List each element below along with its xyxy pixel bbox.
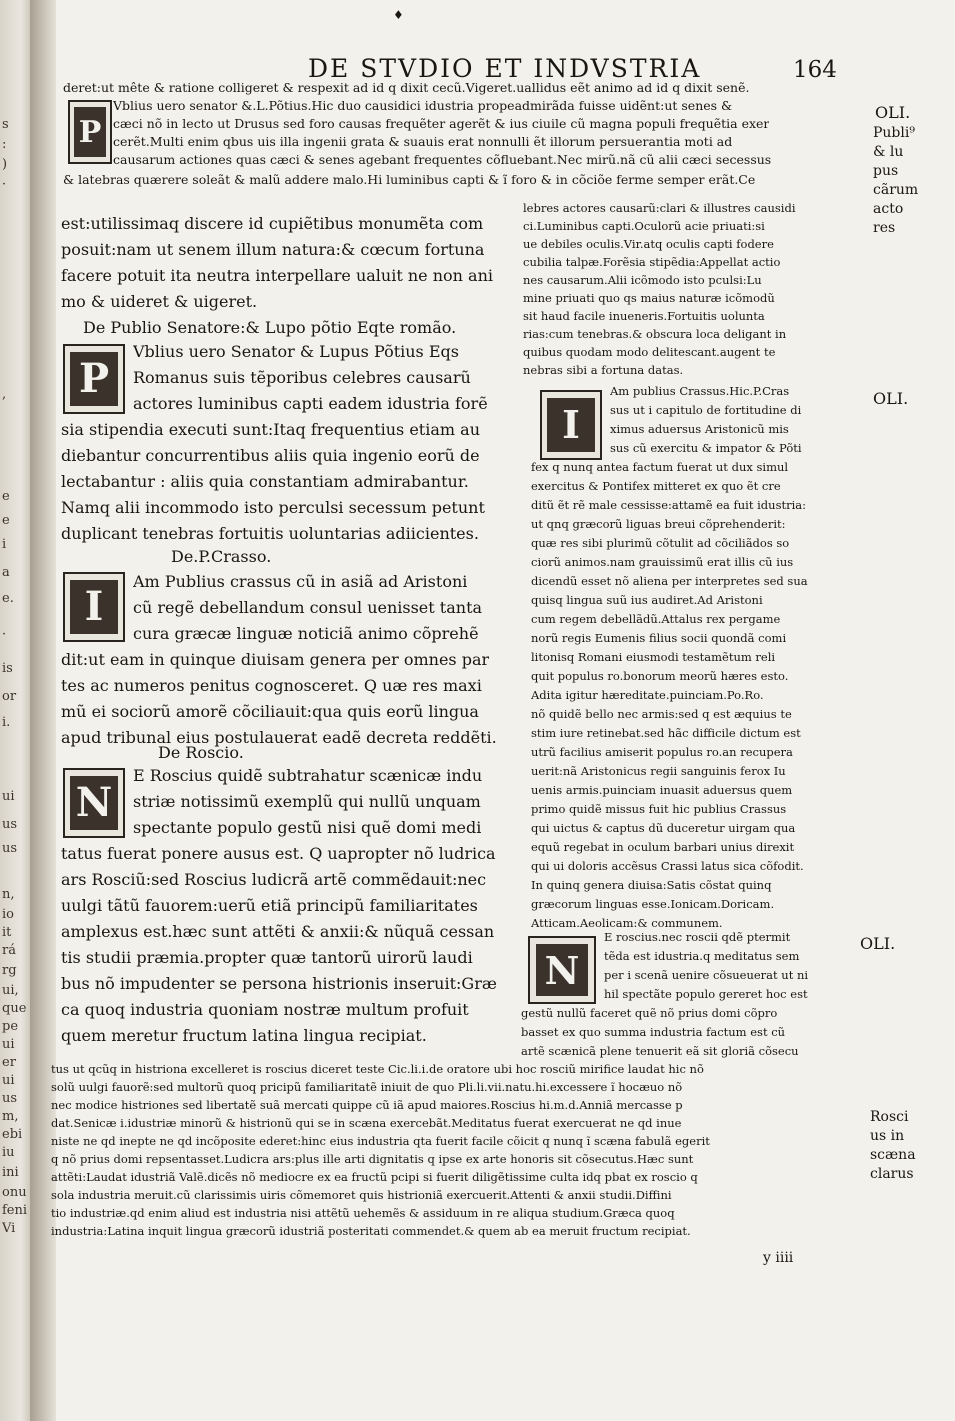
edge-fragment: onu (2, 1185, 27, 1200)
decorated-initial-i: I (63, 572, 125, 642)
page-number: 164 (793, 57, 837, 83)
edge-fragment: ini (2, 1165, 19, 1180)
margin-note: OLI. (875, 103, 911, 122)
commentary-line: Am publius Crassus.Hic.P.Cras (610, 384, 790, 398)
main-text-line: Namq alii incommodo isto perculsi secessum petunt (61, 498, 485, 517)
commentary-line: stim iure retinebat.sed hãc difficile dictum est (531, 726, 801, 740)
main-text-line: sia stipendia executi sunt:Itaq frequentius etiam au (61, 420, 480, 439)
main-text-line: E Roscius quidẽ subtrahatur scænicæ indu (133, 766, 483, 785)
edge-fragment: ebi (2, 1127, 23, 1142)
edge-fragment: pe (2, 1019, 19, 1034)
commentary-line: quæ res sibi plurimũ cõtulit ad cõciliãdos so (531, 536, 790, 550)
commentary-line: quit populus ro.bonorum meorũ hæres esto. (531, 669, 789, 683)
decorated-initial-n: N (528, 936, 596, 1004)
commentary-line: sola industria meruit.cũ clarissimis uiris cõmemoret quis histrioniã exercuerit.Attenti & anxii studii.Diffini (51, 1188, 672, 1202)
commentary-line: mine priuati quo qs maius naturæ icõmodũ (523, 291, 775, 305)
commentary-line: uenis armis.puinciam inuasit aduersus quem (531, 783, 793, 797)
decorated-initial-p: P (63, 344, 125, 414)
edge-fragment: is (2, 661, 13, 676)
main-text-line: posuit:nam ut senem illum natura:& cœcum fortuna (61, 240, 485, 259)
commentary-line: ciorũ animos.nam grauissimũ erat illis cũ ius (531, 555, 794, 569)
margin-note: res (873, 220, 896, 236)
edge-fragment: ui, (2, 983, 19, 998)
commentary-line: & latebras quærere soleãt & malũ addere malo.Hi luminibus capti & ĩ foro & in cõciõe ferme semper erãt.Ce (63, 172, 756, 187)
commentary-line: norũ regis Eumenis filius socii quondã comi (531, 631, 787, 645)
commentary-line: cubilia talpæ.Forẽsia stipẽdia:Appellat actio (523, 255, 781, 269)
commentary-line: nec modice histriones sed libertatẽ suã mercati quippe cũ iã apud maiores.Roscius hi.m.d.Anniã mercasse p (51, 1098, 683, 1112)
catchword: y iiii (763, 1250, 794, 1266)
edge-fragment: i (2, 537, 7, 552)
commentary-line: ci.Luminibus capti.Oculorũ acie priuati:si (523, 219, 765, 233)
section-heading: De Publio Senatore:& Lupo põtio Eqte romão. (83, 318, 457, 337)
main-text-line: facere potuit ita neutra interpellare ualuit ne non ani (61, 266, 493, 285)
edge-fragment: ui (2, 789, 15, 804)
edge-fragment: que (2, 1001, 27, 1016)
edge-fragment: ui (2, 1073, 15, 1088)
edge-fragment: : (2, 137, 7, 152)
edge-fragment: ui (2, 1037, 15, 1052)
margin-note: Publi⁹ (873, 125, 915, 141)
main-text-line: tatus fuerat ponere ausus est. Q uapropter nõ ludrica (61, 844, 496, 863)
main-text-line: amplexus est.hæc sunt attẽti & anxii:& nũquã cessan (61, 922, 495, 941)
commentary-line: sit haud facile inueneris.Fortuitis uolunta (523, 309, 765, 323)
commentary-line: attẽti:Laudat idustriã Valẽ.dicẽs nõ mediocre ex ea fructũ pcipi si fuerit diligẽtissime culta idq pbat ex roscio q (51, 1170, 698, 1184)
commentary-line: uerit:nã Aristonicus regii sanguinis ferox Iu (531, 764, 786, 778)
commentary-line: In quinq genera diuisa:Satis cõstat quinq (531, 878, 772, 892)
main-text-line: spectante populo gestũ nisi quẽ domi medi (133, 818, 482, 837)
main-text-line: mũ ei sociorũ amorẽ cõciliauit:qua quis eorũ lingua (61, 702, 479, 721)
main-text-line: diebantur concurrentibus aliis quia ingenio eorũ de (61, 446, 480, 465)
main-text-line: ca quoq industria quoniam nostræ multum profuit (61, 1000, 469, 1019)
main-text-line: Vblius uero Senator & Lupus Põtius Eqs (133, 342, 459, 361)
edge-fragment: i. (2, 715, 11, 730)
commentary-line: tẽda est idustria.q meditatus sem (604, 949, 800, 963)
edge-fragment: n, (2, 887, 15, 902)
edge-fragment: Vi (2, 1221, 16, 1236)
commentary-line: qui ui doloris accẽsus Crassi latus sica cõfodit. (531, 859, 804, 873)
margin-note: scæna (870, 1147, 916, 1163)
edge-fragment: s (2, 117, 9, 132)
edge-fragment: e (2, 513, 10, 528)
main-text-line: mo & uideret & uigeret. (61, 292, 258, 311)
commentary-line: ut qnq græcorũ liguas breui cõprehenderit: (531, 517, 786, 531)
commentary-line: E roscius.nec roscii qdẽ ptermit (604, 930, 791, 944)
edge-fragment: io (2, 907, 14, 922)
commentary-line: sus cũ exercitu & impator & Põti (610, 441, 802, 455)
main-text-line: lectabantur : aliis quia constantiam admirabantur. (61, 472, 469, 491)
commentary-line: basset ex quo summa industria factum est cũ (521, 1025, 786, 1039)
commentary-line: nes causarum.Alii icõmodo isto pculsi:Lu (523, 273, 762, 287)
running-title: DE STVDIO ET INDVSTRIA (308, 54, 702, 83)
margin-note: OLI. (873, 389, 909, 408)
commentary-line: artẽ scænicã plene tenuerit eã sit gloriã cõsecu (521, 1044, 799, 1058)
edge-fragment: us (2, 1091, 18, 1106)
commentary-line: deret:ut mête & ratione colligeret & respexit ad id q dixit cecũ.Vigeret.uallidus eẽt animo ad id q dixit senẽ. (63, 80, 750, 95)
edge-fragment: us (2, 817, 18, 832)
commentary-line: cerẽt.Multi enim qbus uis illa ingenii grata & suauis erat nonnulli ẽt illorum persuerantia moti ad (113, 134, 733, 149)
edge-fragment: m, (2, 1109, 19, 1124)
commentary-line: exercitus & Pontifex mitteret ex quo ẽt cre (531, 479, 781, 493)
commentary-line: niste ne qd inepte ne qd incõposite ederet:hinc eius industria qta fuerit facile cõicit q nunq ĩ scæna fabulã egerit (51, 1134, 710, 1148)
commentary-line: hil spectãte populo gereret hoc est (604, 987, 808, 1001)
main-text-line: est:utilissimaq discere id cupiẽtibus monumẽta com (61, 214, 484, 233)
main-text-line: uulgi tãtũ fauorem:uerũ etiã principũ familiaritates (61, 896, 478, 915)
commentary-line: Vblius uero senator &.L.Põtius.Hic duo causidici idustria propeadmirãda fuisse uidẽnt:ut senes & (113, 98, 733, 113)
commentary-line: ditũ ẽt rẽ male cessisse:attamẽ ea fuit idustria: (531, 498, 807, 512)
commentary-line: nõ quidẽ bello nec armis:sed q est æquius te (531, 707, 792, 721)
margin-note: acto (873, 201, 904, 217)
decorated-initial-n: N (63, 768, 125, 838)
commentary-line: gestũ nullũ faceret quẽ nõ prius domi cõpro (521, 1006, 778, 1020)
main-text-line: Am Publius crassus cũ in asiã ad Aristoni (133, 572, 468, 591)
edge-fragment: , (2, 387, 7, 402)
commentary-line: quibus quodam modo delitescant.augent te (523, 345, 776, 359)
commentary-line: litonisq Romani eiusmodi testamẽtum reli (531, 650, 776, 664)
commentary-line: dicendũ esset nõ aliena per interpretes sed sua (531, 574, 808, 588)
section-heading: De.P.Crasso. (171, 547, 272, 566)
edge-fragment: iu (2, 1145, 15, 1160)
edge-fragment: e (2, 489, 10, 504)
edge-fragment: a (2, 565, 10, 580)
commentary-line: primo quidẽ missus fuit hic publius Crassus (531, 802, 787, 816)
edge-fragment: rg (2, 963, 17, 978)
edge-fragment: it (2, 925, 12, 940)
commentary-line: quisq lingua suũ ius audiret.Ad Aristoni (531, 593, 763, 607)
commentary-line: tus ut qcũq in histriona excelleret is roscius diceret teste Cic.li.i.de oratore ubi hoc rosciũ mirifice laudat hic nõ (51, 1062, 704, 1076)
edge-fragment: rá (2, 943, 16, 958)
main-text-line: cura græcæ linguæ noticiã animo cõprehẽ (133, 624, 479, 643)
commentary-line: fex q nunq antea factum fuerat ut dux simul (531, 460, 789, 474)
edge-fragment: · (2, 177, 7, 192)
main-text-line: quem meretur fructum latina lingua recipiat. (61, 1026, 427, 1045)
main-text-line: tis studii præmia.propter quæ tantorũ uirorũ laudi (61, 948, 473, 967)
main-text-line: dit:ut eam in quinque diuisam genera per omnes par (61, 650, 490, 669)
commentary-line: dat.Senicæ i.idustriæ minorũ & histrionũ qui se in scæna exercebãt.Meditatus fuerat exercuerat ne qd inue (51, 1116, 682, 1130)
commentary-line: nebras sibi a fortuna datas. (523, 363, 684, 377)
main-text-line: tes ac numeros penitus cognosceret. Q uæ res maxi (61, 676, 482, 695)
commentary-line: solũ uulgi fauorẽ:sed multorũ quoq pricipũ familiaritatẽ iniuit de quo Pli.li.vii.natu.hi.excessere ĩ hocæuo nõ (51, 1080, 683, 1094)
commentary-line: qui uictus & captus dũ duceretur uirgam qua (531, 821, 796, 835)
commentary-line: industria:Latina inquit lingua græcorũ idustriã posteritati commendet.& quem ab ea meruit fructum recipiat. (51, 1224, 691, 1238)
main-text-line: ars Rosciũ:sed Roscius ludicrã artẽ commẽdauit:nec (61, 870, 487, 889)
margin-note: & lu (873, 144, 904, 160)
margin-note: OLI. (860, 934, 896, 953)
edge-fragment: us (2, 841, 18, 856)
commentary-line: lebres actores causarũ:clari & illustres causidi (523, 201, 796, 215)
edge-fragment: ) (2, 157, 8, 172)
margin-note: clarus (870, 1166, 914, 1182)
main-text-line: Romanus suis tẽporibus celebres causarũ (133, 368, 471, 387)
previous-page-edge (0, 0, 31, 1421)
commentary-line: Atticam.Aeolicam:& communem. (531, 916, 723, 930)
commentary-line: q nõ prius domi repsentasset.Ludicra ars:plus ille arti dignitatis q ipse ex arte honoris sit cõsecutus.Hæc sunt (51, 1152, 694, 1166)
commentary-line: equũ regebat in oculum barbari unius direxit (531, 840, 795, 854)
edge-fragment: e. (2, 591, 14, 606)
main-text-line: actores luminibus capti eadem idustria forẽ (133, 394, 488, 413)
margin-note: us in (870, 1128, 905, 1144)
commentary-line: tio industriæ.qd enim aliud est industria nisi attẽtũ uehemẽs & assiduum in re aliqua studium.Græca quoq (51, 1206, 675, 1220)
signature-mark: ♦ (393, 8, 404, 22)
commentary-line: per i scenã uenire cõsueuerat ut ni (604, 968, 809, 982)
commentary-line: cum regem debellãdũ.Attalus rex pergame (531, 612, 781, 626)
commentary-line: græcorum linguas esse.Ionicam.Doricam. (531, 897, 775, 911)
commentary-line: ximus aduersus Aristonicũ mis (610, 422, 789, 436)
commentary-line: sus ut i capitulo de fortitudine di (610, 403, 802, 417)
main-text-line: duplicant tenebras fortuitis uoluntarias adiicientes. (61, 524, 479, 543)
commentary-line: utrũ facilius amiserit populus ro.an recupera (531, 745, 793, 759)
edge-fragment: or (2, 689, 17, 704)
commentary-line: Adita igitur hæreditate.puinciam.Po.Ro. (531, 688, 764, 702)
commentary-line: rias:cum tenebras.& obscura loca deligant in (523, 327, 787, 341)
decorated-initial-p: P (68, 100, 112, 164)
margin-note: pus (873, 163, 899, 179)
main-text-line: bus nõ impudenter se persona histrionis inseruit:Græ (61, 974, 497, 993)
main-text-line: apud tribunal eius postulauerat eadẽ decreta reddẽti. (61, 728, 497, 747)
main-text-line: cũ regẽ debellandum consul uenisset tanta (133, 598, 483, 617)
main-text-line: striæ notissimũ exemplũ qui nullũ unquam (133, 792, 481, 811)
commentary-line: ue debiles oculis.Vir.atq oculis capti fodere (523, 237, 774, 251)
edge-fragment: · (2, 627, 7, 642)
section-heading: De Roscio. (158, 743, 244, 762)
margin-note: Rosci (870, 1109, 909, 1125)
edge-fragment: er (2, 1055, 16, 1070)
margin-note: cãrum (873, 182, 919, 198)
commentary-line: causarum actiones quas cæci & senes agebant frequentes cõfluebant.Nec mirũ.nã cũ alii cæci secessus (113, 152, 772, 167)
edge-fragment: feni (2, 1203, 28, 1218)
commentary-line: cæci nõ in lecto ut Drusus sed foro causas frequẽter agerẽt & ius ciuile cũ magna populi frequẽtia exer (113, 116, 770, 131)
decorated-initial-i: I (540, 390, 602, 460)
